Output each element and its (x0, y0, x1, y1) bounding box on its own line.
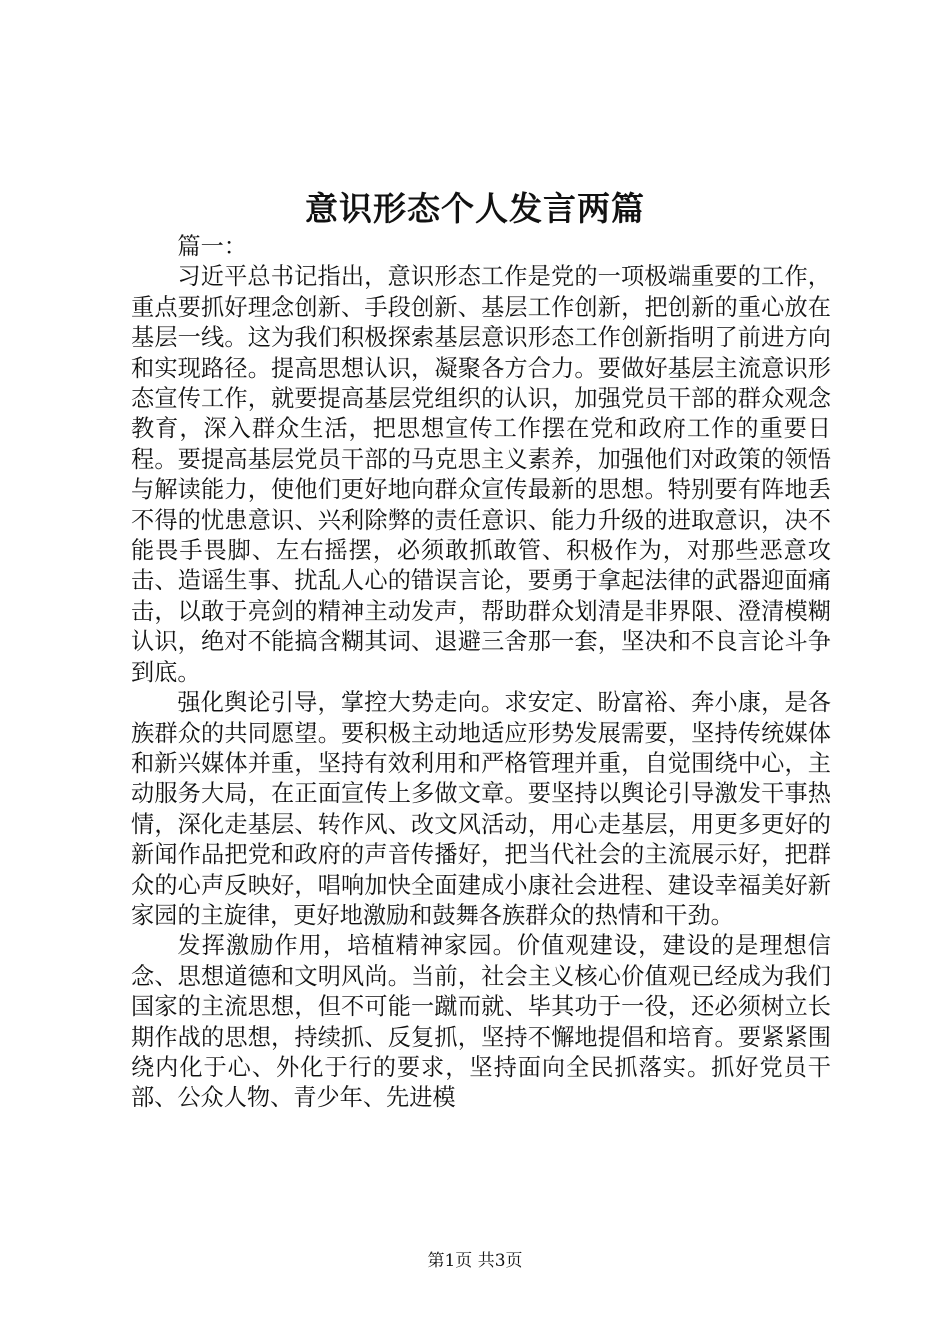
paragraph-1: 习近平总书记指出，意识形态工作是党的一项极端重要的工作，重点要抓好理念创新、手段创新、基层工作创新，把创新的重心放在基层一线。这为我们积极探索基层意识形态工作创新指明了前进方向和实现路径。提高思想认识，凝聚各方合力。要做好基层主流意识形态宣传工作，就要提高基层党组织的认识，加强党员干部的群众观念教育，深入群众生活，把思想宣传工作摆在党和政府工作的重要日程。要提高基层党员干部的马克思主义素养，加强他们对政策的领悟与解读能力，使他们更好地向群众宣传最新的思想。特别要有阵地丢不得的忧患意识、兴利除弊的责任意识、能力升级的进取意识，决不能畏手畏脚、左右摇摆，必须敢抓敢管、积极作为，对那些恶意攻击、造谣生事、扰乱人心的错误言论，要勇于拿起法律的武器迎面痛击，以敢于亮剑的精神主动发声，帮助群众划清是非界限、澄清模糊认识，绝对不能搞含糊其词、退避三舍那一套，坚决和不良言论斗争到底。 (131, 263, 831, 686)
paragraph-3: 发挥激励作用，培植精神家园。价值观建设，建设的是理想信念、思想道德和文明风尚。当前，社会主义核心价值观已经成为我们国家的主流思想，但不可能一蹴而就、毕其功于一役，还必须树立长期作战的思想，持续抓、反复抓，坚持不懈地提倡和培育。要紧紧围绕内化于心、外化于行的要求，坚持面向全民抓落实。抓好党员干部、公众人物、青少年、先进模 (131, 932, 831, 1112)
document-body (131, 232, 831, 1114)
paragraph-2: 强化舆论引导，掌控大势走向。求安定、盼富裕、奔小康，是各族群众的共同愿望。要积极主动地适应形势发展需要，坚持传统媒体和新兴媒体并重，坚持有效利用和严格管理并重，自觉围绕中心，主动服务大局，在正面宣传上多做文章。要坚持以舆论引导激发干事热情，深化走基层、转作风、改文风活动，用心走基层，用更多更好的新闻作品把党和政府的声音传播好，把当代社会的主流展示好，把群众的心声反映好，唱响加快全面建成小康社会进程、建设幸福美好新家园的主旋律，更好地激励和鼓舞各族群众的热情和干劲。 (131, 689, 831, 929)
document-title: 意识形态个人发言两篇 (305, 189, 645, 228)
section-label: 篇一： (177, 233, 247, 260)
page-number-footer: 第1页 共3页 (427, 1251, 523, 1271)
